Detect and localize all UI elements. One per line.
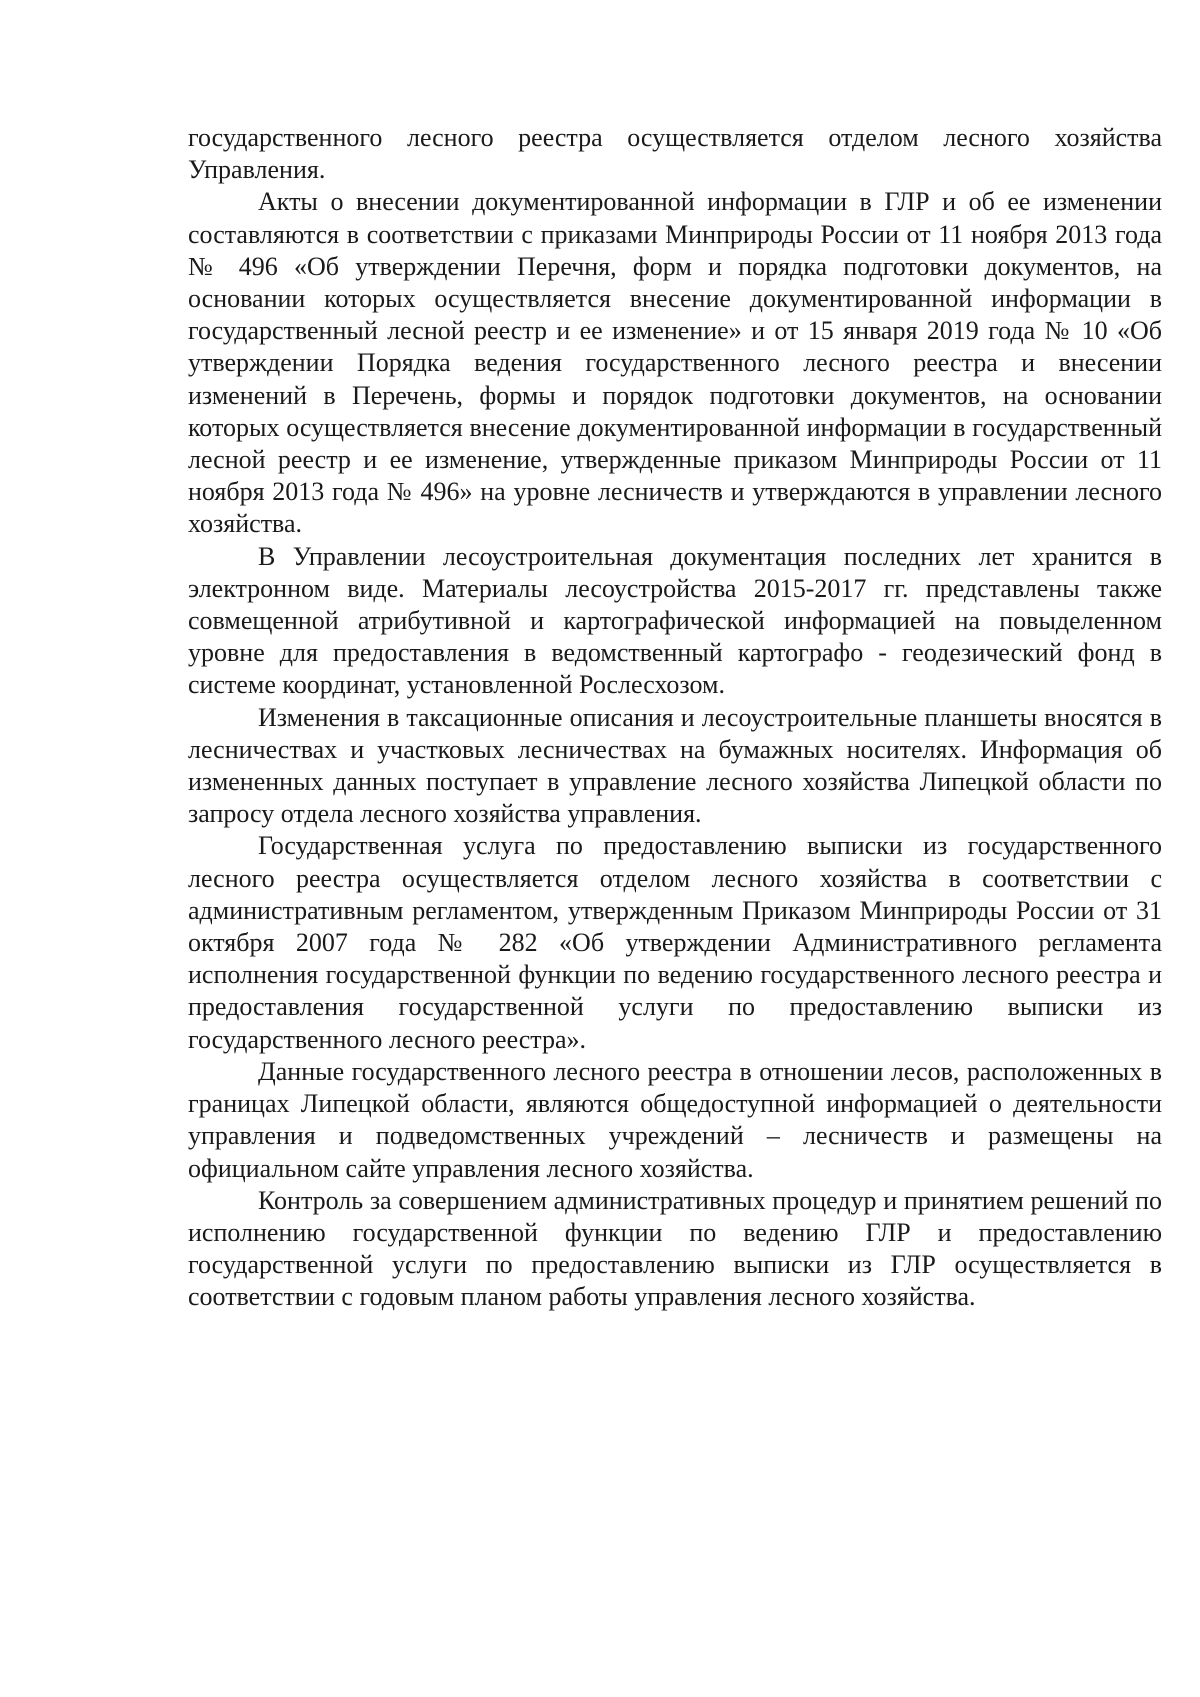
- paragraph-control: Контроль за совершением административных процедур и принятием решений по исполнению государственной функции по ведению ГЛР и предоставлению государственной услуги по предоставлению выписки из ГЛР осуществляется в соответствии с годовым планом работы управления лесного хозяйства.: [188, 1185, 1162, 1312]
- document-body: [188, 122, 1162, 1314]
- paragraph-public-data: Данные государственного лесного реестра в отношении лесов, расположенных в границах Липецкой области, являются общедоступной информацией о деятельности управления и подведомственных учреждений – лесничеств и размещены на официальном сайте управления лесного хозяйства.: [188, 1056, 1162, 1183]
- paragraph-changes: Изменения в таксационные описания и лесоустроительные планшеты вносятся в лесничествах и участковых лесничествах на бумажных носителях. Информация об измененных данных поступает в управление лесного хозяйства Липецкой области по запросу отдела лесного хозяйства управления.: [188, 702, 1162, 829]
- paragraph-continuation: государственного лесного реестра осуществляется отделом лесного хозяйства Управления.: [188, 123, 1162, 185]
- paragraph-state-service: Государственная услуга по предоставлению выписки из государственного лесного реестра осуществляется отделом лесного хозяйства в соответствии с административным регламентом, утвержденным Приказом Минприроды России от 31 октября 2007 года № 282 «Об утверждении Административного регламента исполнения государственной функции по ведению государственного лесного реестра и предоставления государственной услуги по предоставлению выписки из государственного лесного реестра».: [188, 831, 1162, 1054]
- paragraph-electronic-docs: В Управлении лесоустроительная документация последних лет хранится в электронном виде. Материалы лесоустройства 2015-2017 гг. представлены также совмещенной атрибутивной и картографической информацией на повыделенном уровне для предоставления в ведомственный картографо - геодезический фонд в системе координат, установленной Рослесхозом.: [188, 541, 1162, 700]
- paragraph-acts: Акты о внесении документированной информации в ГЛР и об ее изменении составляются в соответствии с приказами Минприроды России от 11 ноября 2013 года № 496 «Об утверждении Перечня, форм и порядка подготовки документов, на основании которых осуществляется внесение документированной информации в государственный лесной реестр и ее изменение» и от 15 января 2019 года № 10 «Об утверждении Порядка ведения государственного лесного реестра и внесении изменений в Перечень, формы и порядок подготовки документов, на основании которых осуществляется внесение документированной информации в государственный лесной реестр и ее изменение, утвержденные приказом Минприроды России от 11 ноября 2013 года № 496» на уровне лесничеств и утверждаются в управлении лесного хозяйства.: [188, 187, 1162, 539]
